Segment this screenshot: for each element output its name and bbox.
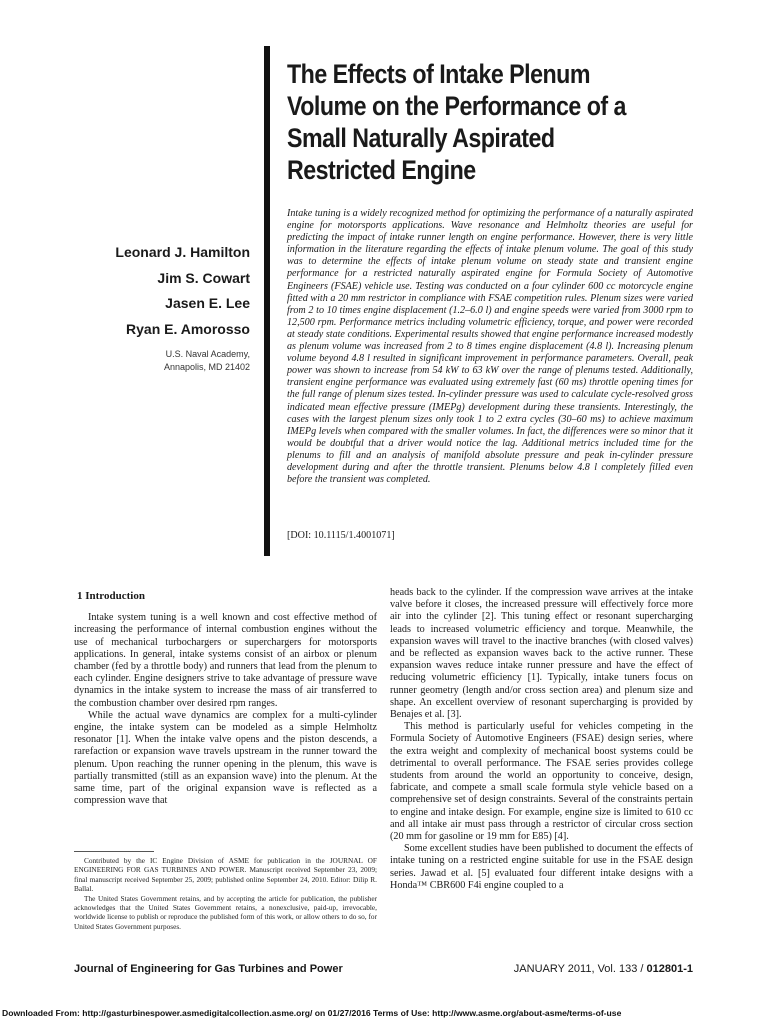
title-accent-bar xyxy=(264,46,270,556)
footnote-rule xyxy=(74,851,154,852)
title-line: Restricted Engine xyxy=(287,155,476,185)
affiliation xyxy=(50,348,250,374)
doi: [DOI: 10.1115/1.4001071] xyxy=(287,530,395,541)
author-name: Ryan E. Amorosso xyxy=(126,320,250,337)
footer-issue-date: JANUARY 2011, Vol. 133 / xyxy=(513,963,647,975)
body-column-left xyxy=(74,586,377,807)
footnote: The United States Government retains, and by accepting the article for publication, the publisher acknowledges that the United States Government retains, a nonexclusive, paid-up, irrevocable, worldwide license to publish or reproduce the published form of this work, or allow others to do so, for United States Government purposes. xyxy=(74,893,377,931)
section-heading: 1 Introduction xyxy=(77,590,145,602)
body-paragraph: Intake system tuning is a well known and cost effective method of increasing the performance of internal combustion engines without the use of mechanical turbochargers or superchargers for motorsports applications. In general, intake systems consist of an airbox or plenum chamber (fed by a throttle body) and runners that lead from the plenum to each cylinder. Engine designers strive to take advantage of pressure wave dynamics in the intake system to increase the mass of air transferred to the combustion chamber over desired rpm ranges. xyxy=(74,612,377,709)
footer-journal-name: Journal of Engineering for Gas Turbines and Power xyxy=(74,963,343,975)
footer-issue xyxy=(514,963,693,975)
body-column-right xyxy=(390,587,693,892)
abstract: Intake tuning is a widely recognized method for optimizing the performance of a naturally aspirated engine for motorsports applications. Wave resonance and Helmholtz theories are useful for predicting the impact of intake runner length on engine performance. However, there is very little information in the literature regarding the effects of intake plenum volume. The goal of this study was to determine the effects of intake plenum volume on steady state and transient engine performance for a restricted naturally aspirated engine for Formula Society of Automotive Engineers (FSAE) vehicle use. Testing was conducted on a four cylinder 600 cc motorcycle engine fitted with a 20 mm restrictor in compliance with FSAE competition rules. Plenum sizes were varied from 2 to 10 times engine displacement (1.2–6.0 l) and engine speeds were varied from 3000 rpm to 12,500 rpm. Performance metrics including volumetric efficiency, torque, and power were recorded at steady state conditions. Experimental results showed that engine performance increased modestly as plenum volume was increased from 2 to 8 times engine displacement (4.8 l). Increasing plenum volume beyond 4.8 l resulted in significant improvement in performance parameters. Overall, peak power was shown to increase from 54 kW to 63 kW over the range of plenums tested. Additionally, transient engine performance was evaluated using extremely fast (60 ms) throttle opening times for the full range of plenum sizes tested. In-cylinder pressure was used to calculate cycle-resolved gross indicated mean effective pressure (IMEPg) development during these transients. Interestingly, the cases with the largest plenum sizes only took 1 to 2 extra cycles (30–60 ms) to achieve maximum IMEPg levels when compared with the smaller volumes. In fact, the differences were so minor that it would be doubtful that a driver would notice the lag. Additional metrics included time for the plenums to fill and an analysis of manifold absolute pressure and peak in-cylinder pressure development during and after the throttle transient. Plenums below 4.8 l completely filled even before the transient was completed. xyxy=(287,208,693,486)
author-name: Jim S. Cowart xyxy=(157,269,250,286)
title-line: Small Naturally Aspirated xyxy=(287,123,555,153)
body-paragraph: This method is particularly useful for vehicles competing in the Formula Society of Automotive Engineers (FSAE) design series, where the extra weight and complexity of mechanical boost systems could be detrimental to overall performance. The FSAE series provides college students from around the world an opportunity to conceive, design, fabricate, and compete a small scale formula style vehicle based on a comprehensive set of design constraints. Several of the constraints pertain to engine and intake design. For example, engine size is limited to 610 cc and all intake air must pass through a restrictor of circular cross section (20 mm for gasoline or 19 mm for E85) [4]. xyxy=(390,721,693,843)
footer-article-number: 012801-1 xyxy=(646,963,693,975)
body-paragraph: Some excellent studies have been published to document the effects of intake tuning on a restricted engine suitable for use in the FSAE design series. Jawad et al. [5] evaluated four different intake designs with a Honda™ CBR600 F4i engine coupled to a xyxy=(390,843,693,891)
download-notice: Downloaded From: http://gasturbinespower.asmedigitalcollection.asme.org/ on 01/27/2016 Terms of Use: http://www.asme.org/about-asme/terms-of-use xyxy=(2,1008,622,1018)
affiliation-line: Annapolis, MD 21402 xyxy=(163,362,250,372)
author-name: Jasen E. Lee xyxy=(165,295,250,311)
footnote: Contributed by the IC Engine Division of ASME for publication in the JOURNAL OF ENGINEERING FOR GAS TURBINES AND POWER. Manuscript received September 23, 2009; final manuscript received September 25, 2009; published online September 24, 2010. Editor: Dilip R. Ballal. xyxy=(74,856,377,894)
title-line: The Effects of Intake Plenum xyxy=(287,59,590,89)
author-name: Leonard J. Hamilton xyxy=(115,244,250,260)
title-line: Volume on the Performance of a xyxy=(287,91,626,121)
body-paragraph: heads back to the cylinder. If the compression wave arrives at the intake valve before it closes, the increased pressure will effectively force more air into the cylinder [2]. This tuning effect or resonant supercharging leads to increased volumetric efficiency and torque. Meanwhile, the expansion waves will travel to the inactive branches (with closed valves) and be reflected as expansion waves back to the active runner. These expansion waves reduce intake runner pressure and have the effect of reducing volumetric efficiency [1]. Typically, intake tuners focus on runner geometry (length and/or cross section area) and plenum size and shape. An excellent overview of resonant supercharging is provided by Benajes et al. [3]. xyxy=(390,587,693,721)
paper-title xyxy=(287,58,665,186)
body-paragraph: While the actual wave dynamics are complex for a multi-cylinder engine, the intake system can be modeled as a simple Helmholtz resonator [1]. When the intake valve opens and the piston descends, a rarefaction or expansion wave travels upstream in the runner toward the plenum. Upon reaching the runner opening in the plenum, this wave is partially transmitted (still as an expansion wave) into the plenum. At the same time, part of the original expansion wave is reflected as a compression wave that xyxy=(74,709,377,807)
affiliation-line: U.S. Naval Academy, xyxy=(165,349,250,359)
author-list xyxy=(50,240,250,342)
footnotes xyxy=(74,856,377,931)
